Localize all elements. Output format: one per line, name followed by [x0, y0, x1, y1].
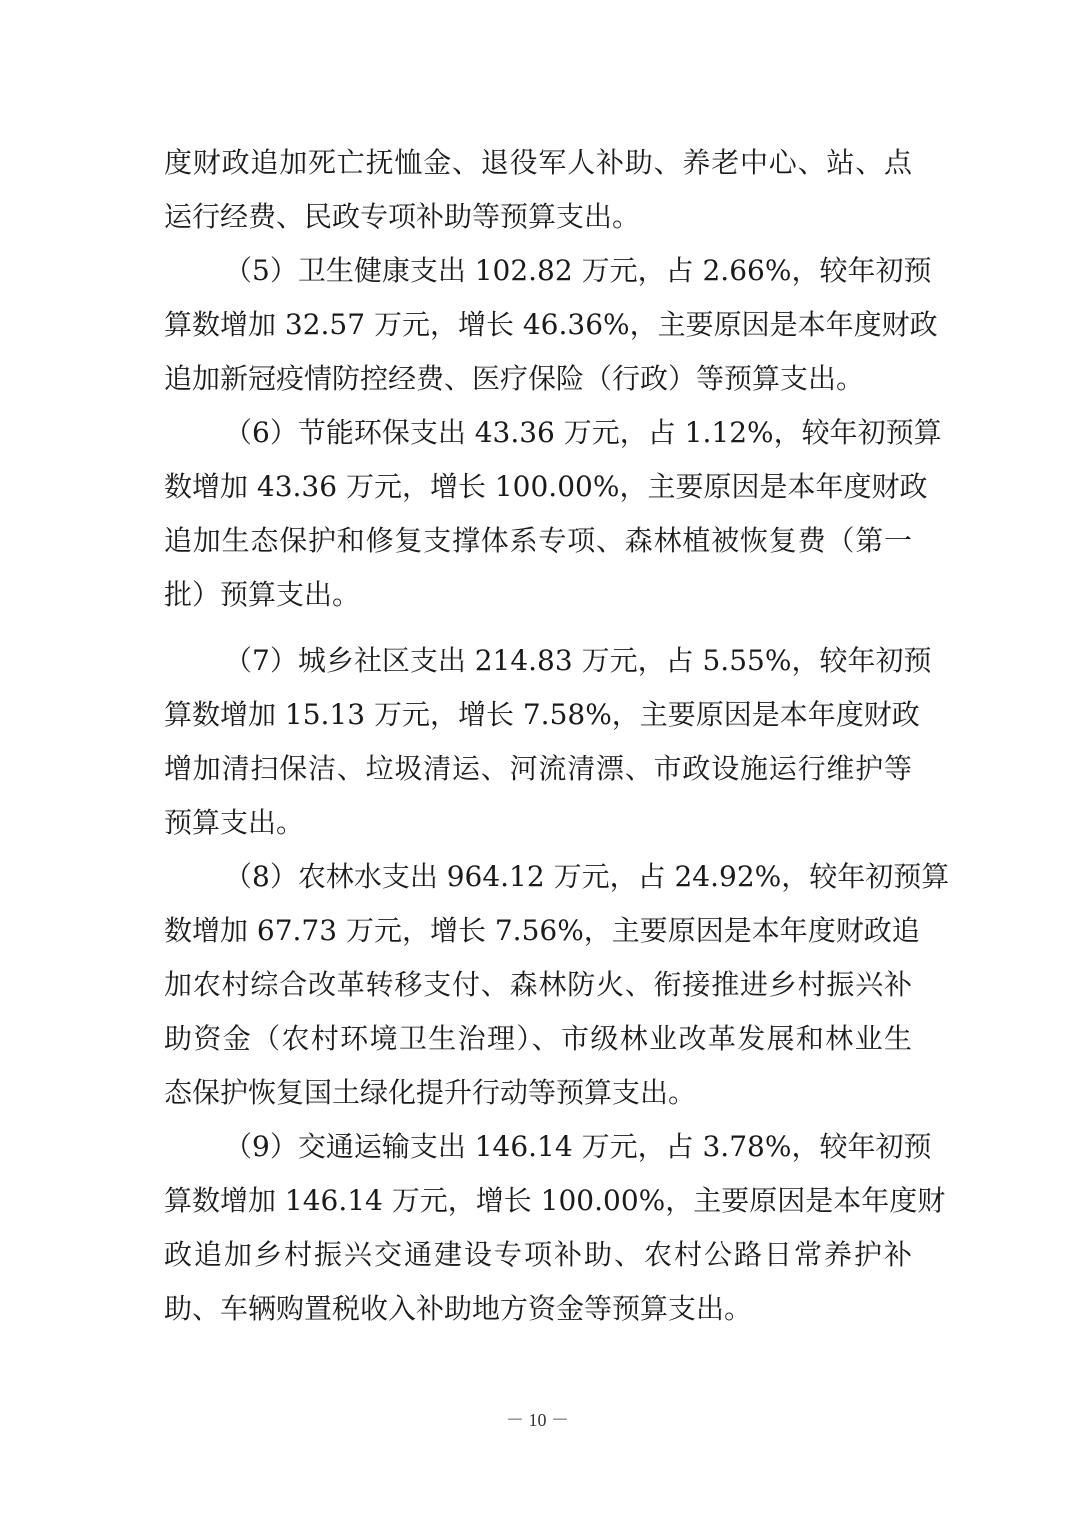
text-line: 助资金（农村环境卫生治理）、市级林业改革发展和林业生: [164, 1022, 912, 1055]
paragraph-6-heading-line: （6）节能环保支出 43.36 万元，占 1.12%，较年初预算: [224, 416, 942, 449]
text-line: 数增加 43.36 万元，增长 100.00%，主要原因是本年度财政: [164, 470, 928, 503]
text-line: 加农村综合改革转移支付、森林防火、衔接推进乡村振兴补: [164, 968, 912, 1001]
page-number: － 10 －: [506, 1410, 569, 1430]
paragraph-9-heading-line: （9）交通运输支出 146.14 万元，占 3.78%，较年初预: [224, 1130, 932, 1163]
text-line: 追加新冠疫情防控经费、医疗保险（行政）等预算支出。: [164, 362, 865, 395]
paragraph-7-heading-line: （7）城乡社区支出 214.83 万元，占 5.55%，较年初预: [224, 644, 932, 677]
paragraph-5-heading-line: （5）卫生健康支出 102.82 万元，占 2.66%，较年初预: [224, 254, 932, 287]
text-line: 增加清扫保洁、垃圾清运、河流清漂、市政设施运行维护等: [164, 752, 912, 785]
paragraph-8-heading-line: （8）农林水支出 964.12 万元，占 24.92%，较年初预算: [224, 860, 950, 893]
text-line: 追加生态保护和修复支撑体系专项、森林植被恢复费（第一: [164, 524, 912, 557]
text-line: 批）预算支出。: [164, 578, 361, 611]
text-line: 预算支出。: [164, 806, 305, 839]
text-line: 算数增加 146.14 万元，增长 100.00%，主要原因是本年度财: [164, 1184, 946, 1217]
text-line: 数增加 67.73 万元，增长 7.56%，主要原因是本年度财政追: [164, 914, 920, 947]
text-line: 运行经费、民政专项补助等预算支出。: [164, 200, 641, 233]
text-line: 助、车辆购置税收入补助地方资金等预算支出。: [164, 1292, 753, 1325]
text-line: 算数增加 15.13 万元，增长 7.58%，主要原因是本年度财政: [164, 698, 920, 731]
text-line: 政追加乡村振兴交通建设专项补助、农村公路日常养护补: [164, 1238, 912, 1271]
text-line: 算数增加 32.57 万元，增长 46.36%，主要原因是本年度财政: [164, 308, 938, 341]
text-line: 度财政追加死亡抚恤金、退役军人补助、养老中心、站、点: [164, 146, 912, 179]
text-line: 态保护恢复国土绿化提升行动等预算支出。: [164, 1076, 697, 1109]
